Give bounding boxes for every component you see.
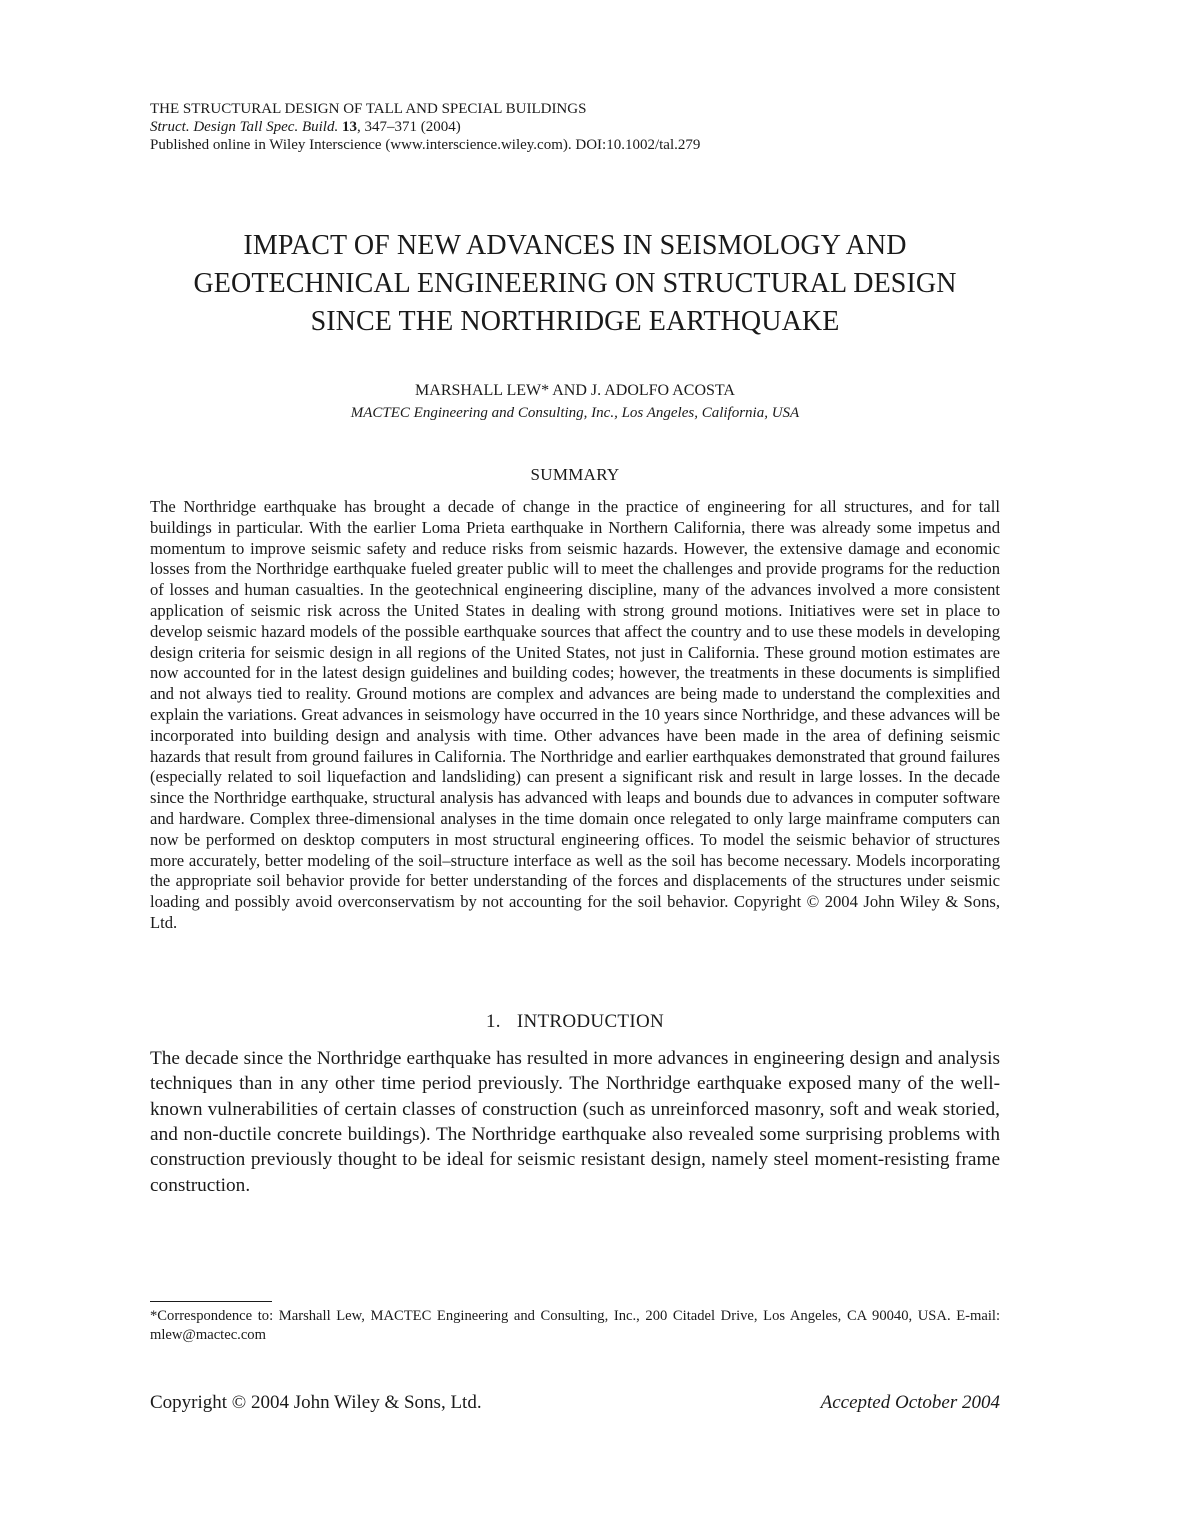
summary-heading: SUMMARY [530, 465, 620, 484]
title-line-2: GEOTECHNICAL ENGINEERING ON STRUCTURAL DESIGN [193, 268, 957, 299]
summary-text: The Northridge earthquake has brought a decade of change in the practice of engineering for all structures, and for tall buildings in particular. With the earlier Loma Prieta earthquake in Northern California, there was already some impetus and momentum to improve seismic safety and reduce risks from seismic hazards. However, the extensive damage and economic losses from the Northridge earthquake fueled greater public will to meet the challenges and provide programs for the reduction of losses and human casualties. In the geotechnical engineering discipline, many of the advances involved a more consistent application of seismic risk across the United States in dealing with strong ground motions. Initiatives were set in place to develop seismic hazard models of the possible earthquake sources that affect the country and to use these models in developing design criteria for seismic design in all regions of the United States, not just in California. These ground motion estimates are now accounted for in the latest design guidelines and building codes; however, the treatments in these documents is simplified and not always tied to reality. Ground motions are complex and advances are being made to understand the complexities and explain the variations. Great advances in seismology have occurred in the 10 years since Northridge, and these advances will be incorporated into building design and analysis with time. Other advances have been made in the area of defining seismic hazards that result from ground failures in California. The Northridge and earlier earthquakes demonstrated that ground failures (especially related to soil liquefaction and landsliding) can present a significant risk and result in large losses. In the decade since the Northridge earthquake, structural analysis has advanced with leaps and bounds due to advances in computer software and hardware. Complex three-dimensional analyses in the time domain once relegated to only large mainframe computers can now be performed on desktop computers in most structural engineering offices. To model the seismic behavior of structures more accurately, better modeling of the soil–structure interface as well as the soil has become necessary. Models incorporating the appropriate soil behavior provide for better understanding of the forces and displacements of the structures under seismic loading and possibly avoid overconservatism by not accounting for the soil behavior. Copyright © 2004 John Wiley & Sons, Ltd. [150, 497, 1000, 932]
title-line-1: IMPACT OF NEW ADVANCES IN SEISMOLOGY AND [243, 230, 907, 261]
published-online: Published online in Wiley Interscience (www.interscience.wiley.com). DOI:10.1002/tal.279 [150, 137, 701, 153]
section-number: 1. [486, 1010, 501, 1032]
title-line-3: SINCE THE NORTHRIDGE EARTHQUAKE [310, 306, 840, 337]
footer-copyright: Copyright © 2004 John Wiley & Sons, Ltd. [150, 1392, 482, 1413]
correspondence-footnote: *Correspondence to: Marshall Lew, MACTEC Engineering and Consulting, Inc., 200 Citadel Drive, Los Angeles, CA 90040, USA. E-mail: mlew@mactec.com [150, 1308, 1000, 1343]
citation-pages: , 347–371 (2004) [356, 119, 461, 135]
introduction-text: The decade since the Northridge earthquake has resulted in more advances in engineering design and analysis techniques than in any other time period previously. The Northridge earthquake exposed many of the well-known vulnerabilities of certain classes of construction (such as unreinforced masonry, soft and weak storied, and non-ductile concrete buildings). The Northridge earthquake also revealed some surprising problems with construction previously thought to be ideal for seismic resistant design, namely steel moment-resisting frame construction. [150, 1047, 1000, 1196]
citation-volume: 13 [341, 119, 357, 135]
article-page [150, 100, 1000, 1198]
journal-header [150, 100, 1000, 154]
article-title [150, 227, 1000, 341]
journal-citation [150, 118, 1000, 136]
affiliation: MACTEC Engineering and Consulting, Inc., Los Angeles, California, USA [350, 405, 800, 421]
footnote-divider [150, 1301, 272, 1302]
citation-journal: Struct. Design Tall Spec. Build. [150, 119, 339, 135]
footer-accepted-date: Accepted October 2004 [820, 1392, 1000, 1413]
journal-name: THE STRUCTURAL DESIGN OF TALL AND SPECIAL BUILDINGS [150, 101, 587, 117]
authors: MARSHALL LEW* AND J. ADOLFO ACOSTA [415, 382, 735, 399]
introduction-heading [150, 1010, 1000, 1034]
page-footer [150, 1391, 1000, 1415]
section-title: INTRODUCTION [516, 1010, 664, 1032]
